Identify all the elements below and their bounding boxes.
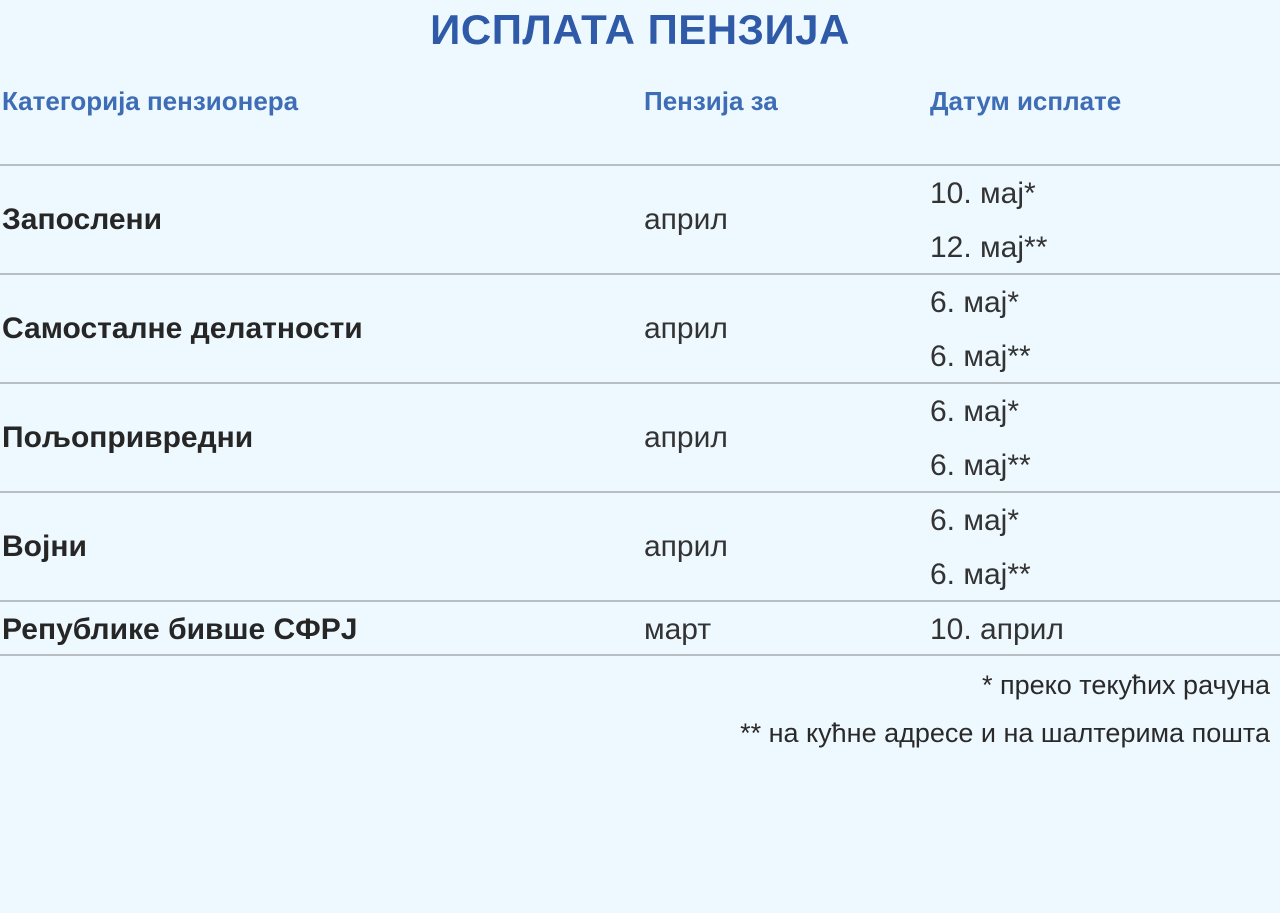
row-date: 6. мај** [930,558,1031,591]
pension-table [0,164,1280,656]
table-row [0,491,1280,600]
row-category: Запослени [2,203,163,236]
row-date: 6. мај* [930,504,1020,537]
row-pension-for: април [644,312,728,345]
table-row [0,382,1280,491]
column-header-payment-date: Датум исплате [930,86,1122,116]
row-category: Самосталне делатности [2,312,363,345]
row-date: 6. мај* [930,395,1020,428]
row-dates [930,612,1064,666]
row-date: 6. мај** [930,340,1031,373]
row-category: Републике бивше СФРЈ [2,613,358,646]
footnote-current-account: * преко текућих рачуна [981,670,1270,700]
row-dates [930,394,1031,502]
table-header [0,84,1280,118]
row-category: Пољопривредни [2,421,254,454]
row-dates [930,285,1031,393]
footnote-home-address: ** на кућне адресе и на шалтерима пошта [740,718,1270,748]
row-category: Војни [2,530,87,563]
row-pension-for: април [644,530,728,563]
column-header-pension-for: Пензија за [644,86,778,116]
row-date: 12. мај** [930,231,1048,264]
table-row [0,164,1280,273]
page-title: ИСПЛАТА ПЕНЗИЈА [430,6,850,53]
row-date: 10. април [930,613,1064,646]
row-dates [930,176,1047,284]
row-pension-for: април [644,203,728,236]
table-row [0,273,1280,382]
row-pension-for: март [644,613,712,646]
row-pension-for: април [644,421,728,454]
footnotes [740,668,1270,764]
row-date: 6. мај* [930,286,1020,319]
row-date: 10. мај* [930,177,1036,210]
row-date: 6. мај** [930,449,1031,482]
column-header-category: Категорија пензионера [2,86,299,116]
table-row [0,600,1280,656]
row-dates [930,503,1031,611]
